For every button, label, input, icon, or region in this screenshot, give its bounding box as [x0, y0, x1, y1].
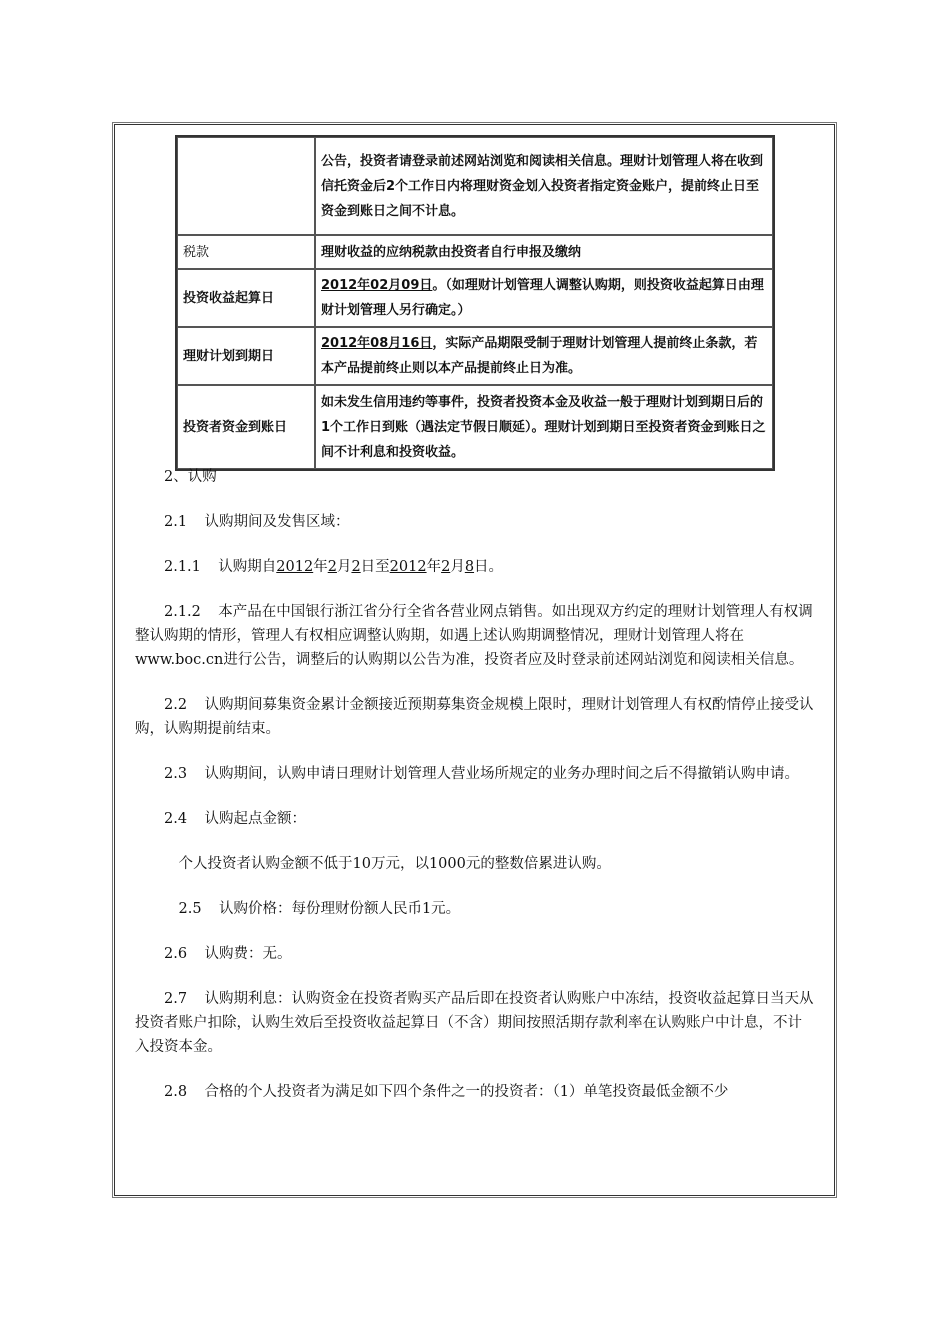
paragraph-2-4-detail: 个人投资者认购金额不低于10万元，以1000元的整数倍累进认购。 [178, 856, 611, 872]
paragraph-2-5: 2.5 认购价格：每份理财份额人民币1元。 [178, 901, 461, 917]
start-date: 2012年02月09日 [321, 278, 433, 293]
row-label: 投资收益起算日 [177, 269, 315, 327]
table-row [177, 385, 773, 469]
section-heading: 2、认购 [164, 469, 217, 485]
row-label: 理财计划到期日 [177, 327, 315, 385]
paragraph-2-3: 2.3 认购期间，认购申请日理财计划管理人营业场所规定的业务办理时间之后不得撤销认购申请。 [164, 766, 799, 782]
row-label: 税款 [177, 235, 315, 269]
row-value [315, 269, 773, 327]
paragraph-2-8: 2.8 合格的个人投资者为满足如下四个条件之一的投资者：（1）单笔投资最低金额不少 [164, 1084, 729, 1100]
row-value: 理财收益的应纳税款由投资者自行申报及缴纳 [315, 235, 773, 269]
paragraph-2-4: 2.4 认购起点金额： [164, 811, 306, 827]
product-terms-table [175, 135, 775, 471]
subscription-section [135, 465, 815, 1125]
paragraph-2-7: 2.7 认购期利息：认购资金在投资者购买产品后即在投资者认购账户中冻结，投资收益起算日当天从投资者账户扣除，认购生效后至投资收益起算日（不含）期间按照活期存款利率在认购账户中计息，不计入投资本金。 [135, 991, 814, 1055]
row-label: 投资者资金到账日 [177, 385, 315, 469]
paragraph-2-1-1: 2.1.1 认购期自2012年2月2日至2012年2月8日。 [164, 559, 504, 575]
document-frame [114, 124, 835, 1196]
start-date-note: 。（如理财计划管理人调整认购期，则投资收益起算日由理财计划管理人另行确定。） [321, 278, 764, 318]
paragraph-2-2: 2.2 认购期间募集资金累计金额接近预期募集资金规模上限时，理财计划管理人有权酌情停止接受认购，认购期提前结束。 [135, 697, 814, 737]
table-row [177, 327, 773, 385]
table-row [177, 235, 773, 269]
maturity-date: 2012年08月16日 [321, 336, 433, 351]
row-value: 如未发生信用违约等事件，投资者投资本金及收益一般于理财计划到期日后的1个工作日到账（遇法定节假日顺延）。理财计划到期日至投资者资金到账日之间不计利息和投资收益。 [315, 385, 773, 469]
maturity-date-note: ，实际产品期限受制于理财计划管理人提前终止条款，若本产品提前终止则以本产品提前终止日为准。 [321, 336, 758, 376]
row-label [177, 137, 315, 235]
paragraph-2-6: 2.6 认购费：无。 [164, 946, 292, 962]
row-value [315, 327, 773, 385]
paragraph-2-1-2: 2.1.2 本产品在中国银行浙江省分行全省各营业网点销售。如出现双方约定的理财计划管理人有权调整认购期的情形，管理人有权相应调整认购期，如遇上述认购期调整情况，理财计划管理人将在www.boc.cn进行公告，调整后的认购期以公告为准，投资者应及时登录前述网站浏览和阅读相关信息。 [135, 604, 813, 668]
table-row [177, 269, 773, 327]
table-row [177, 137, 773, 235]
row-value: 公告，投资者请登录前述网站浏览和阅读相关信息。理财计划管理人将在收到信托资金后2个工作日内将理财资金划入投资者指定资金账户，提前终止日至资金到账日之间不计息。 [315, 137, 773, 235]
paragraph-2-1: 2.1 认购期间及发售区域： [164, 514, 350, 530]
